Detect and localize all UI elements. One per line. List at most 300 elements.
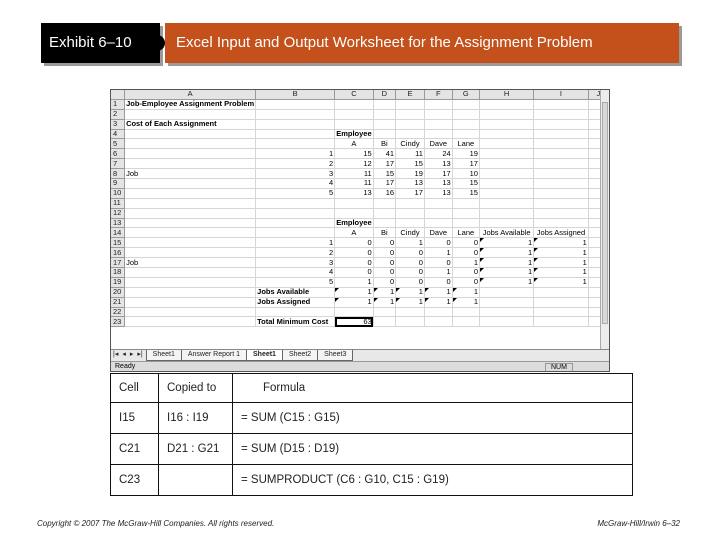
cell-f22[interactable]	[424, 307, 452, 317]
row-header[interactable]: 17	[111, 258, 125, 268]
header-copied: Copied to	[159, 374, 233, 403]
cell-f7[interactable]: 13	[424, 159, 452, 169]
cell-a12[interactable]	[125, 208, 256, 218]
cell-b18[interactable]: 4	[256, 268, 335, 278]
sheet-tabs-bar	[111, 349, 610, 361]
cell-h23[interactable]	[479, 317, 533, 327]
worksheet-row	[111, 188, 609, 198]
row-header[interactable]: 22	[111, 307, 125, 317]
header-formula: Formula	[233, 374, 633, 403]
cell-a6[interactable]	[125, 149, 256, 159]
formula-text: = SUM (C15 : G15)	[233, 403, 633, 434]
publisher-page: McGraw-Hill/Irwin 6–32	[597, 519, 680, 528]
cell-e15[interactable]: 1	[396, 238, 425, 248]
formula-row	[111, 434, 633, 465]
cell-f2[interactable]	[424, 109, 452, 119]
sheet-tab-active[interactable]: Sheet1	[246, 350, 283, 361]
cell-b12[interactable]	[256, 208, 335, 218]
cell-h8[interactable]	[479, 169, 533, 179]
cell-f8[interactable]: 17	[424, 169, 452, 179]
tab-nav-last-icon[interactable]: ▸|	[137, 351, 143, 358]
cell-i10[interactable]	[534, 188, 589, 198]
cell-e6[interactable]: 11	[396, 149, 425, 159]
cell-f14[interactable]: Dave	[424, 228, 452, 238]
cell-c8[interactable]: 11	[335, 169, 373, 179]
cell-i14[interactable]: Jobs Assigned	[534, 228, 589, 238]
tab-nav-prev-icon[interactable]: ◂	[122, 351, 126, 358]
cell-c18[interactable]: 0	[335, 268, 373, 278]
cell-b7[interactable]: 2	[256, 159, 335, 169]
cell-e9[interactable]: 13	[396, 179, 425, 189]
cell-a19[interactable]	[125, 277, 256, 287]
cell-b16[interactable]: 2	[256, 248, 335, 258]
worksheet-row	[111, 297, 609, 307]
worksheet-row	[111, 179, 609, 189]
cell-d10[interactable]: 16	[373, 188, 395, 198]
cell-g7[interactable]: 17	[452, 159, 479, 169]
cell-b22[interactable]	[256, 307, 335, 317]
cell-h18[interactable]: 1	[479, 268, 533, 278]
cell-i8[interactable]	[534, 169, 589, 179]
cell-d22[interactable]	[373, 307, 395, 317]
column-header[interactable]: H	[479, 90, 533, 99]
cell-i1[interactable]	[534, 99, 589, 109]
cell-g16[interactable]: 0	[452, 248, 479, 258]
worksheet-row	[111, 109, 609, 119]
cell-e5[interactable]: Cindy	[396, 139, 425, 149]
cell-b9[interactable]: 4	[256, 179, 335, 189]
worksheet-row	[111, 159, 609, 169]
cell-f18[interactable]: 1	[424, 268, 452, 278]
cell-i13[interactable]	[534, 218, 589, 228]
row-header[interactable]: 7	[111, 159, 125, 169]
cell-d6[interactable]: 41	[373, 149, 395, 159]
cell-h5[interactable]	[479, 139, 533, 149]
scroll-thumb[interactable]	[602, 102, 608, 324]
cell-f11[interactable]	[424, 198, 452, 208]
column-header-row	[111, 90, 609, 99]
formula-text: = SUMPRODUCT (C6 : G10, C15 : G19)	[233, 465, 633, 496]
column-header[interactable]: B	[256, 90, 335, 99]
cell-h14[interactable]: Jobs Available	[479, 228, 533, 238]
worksheet-row	[111, 268, 609, 278]
cell-d13[interactable]	[373, 218, 395, 228]
cell-f21[interactable]: 1	[424, 297, 452, 307]
cell-i6[interactable]	[534, 149, 589, 159]
cell-c9[interactable]: 11	[335, 179, 373, 189]
worksheet-row	[111, 129, 609, 139]
cell-d11[interactable]	[373, 198, 395, 208]
cell-i2[interactable]	[534, 109, 589, 119]
cell-b8[interactable]: 3	[256, 169, 335, 179]
cell-c13[interactable]: Employee	[336, 218, 372, 228]
cell-d20[interactable]: 1	[373, 287, 395, 297]
cell-g15[interactable]: 0	[452, 238, 479, 248]
cell-f23[interactable]	[424, 317, 452, 327]
formula-row	[111, 465, 633, 496]
formula-table-header	[111, 374, 633, 403]
cell-b5[interactable]	[256, 139, 335, 149]
cell-h7[interactable]	[479, 159, 533, 169]
cell-a4[interactable]	[125, 129, 256, 139]
cell-i9[interactable]	[534, 179, 589, 189]
cell-e3[interactable]	[396, 119, 425, 129]
cell-d16[interactable]: 0	[373, 248, 395, 258]
cell-d7[interactable]: 17	[373, 159, 395, 169]
cell-g21[interactable]: 1	[452, 297, 479, 307]
row-header[interactable]: 3	[111, 119, 125, 129]
cell-d21[interactable]: 1	[373, 297, 395, 307]
row-header[interactable]: 21	[111, 297, 125, 307]
tab-nav-first-icon[interactable]: |◂	[113, 351, 119, 358]
cell-h3[interactable]	[479, 119, 533, 129]
cell-b19[interactable]: 5	[256, 277, 335, 287]
cell-i23[interactable]	[534, 317, 589, 327]
cell-g18[interactable]: 0	[452, 268, 479, 278]
cell-e4[interactable]	[396, 129, 425, 139]
row-header[interactable]: 8	[111, 169, 125, 179]
copyright-notice: Copyright © 2007 The McGraw-Hill Companies. All rights reserved.	[37, 519, 275, 528]
cell-g22[interactable]	[452, 307, 479, 317]
cell-e20[interactable]: 1	[396, 287, 425, 297]
cell-c3[interactable]	[335, 119, 373, 129]
cell-c1[interactable]	[335, 99, 373, 109]
worksheet-row	[111, 149, 609, 159]
worksheet-row	[111, 169, 609, 179]
sheet-tab[interactable]: Answer Report 1	[181, 350, 247, 361]
cell-i20[interactable]	[534, 287, 589, 297]
cell-g19[interactable]: 0	[452, 277, 479, 287]
column-header[interactable]: F	[424, 90, 452, 99]
cell-i22[interactable]	[534, 307, 589, 317]
row-header[interactable]: 20	[111, 287, 125, 297]
cell-b4[interactable]	[256, 129, 335, 139]
cell-g14[interactable]: Lane	[452, 228, 479, 238]
cell-i21[interactable]	[534, 297, 589, 307]
cell-g1[interactable]	[452, 99, 479, 109]
cell-h10[interactable]	[479, 188, 533, 198]
cell-c7[interactable]: 12	[335, 159, 373, 169]
cell-h9[interactable]	[479, 179, 533, 189]
cell-g4[interactable]	[452, 129, 479, 139]
cell-i3[interactable]	[534, 119, 589, 129]
cell-h20[interactable]	[479, 287, 533, 297]
cell-d5[interactable]: Bi	[373, 139, 395, 149]
cell-h22[interactable]	[479, 307, 533, 317]
cell-e8[interactable]: 19	[396, 169, 425, 179]
cell-f10[interactable]: 13	[424, 188, 452, 198]
cell-i5[interactable]	[534, 139, 589, 149]
cell-c21[interactable]: 1	[335, 297, 373, 307]
cell-f9[interactable]: 13	[424, 179, 452, 189]
row-header[interactable]: 10	[111, 188, 125, 198]
row-header[interactable]: 11	[111, 198, 125, 208]
cell-b10[interactable]: 5	[256, 188, 335, 198]
worksheet-row	[111, 248, 609, 258]
cell-c10[interactable]: 13	[335, 188, 373, 198]
formula-copied: D21 : G21	[159, 434, 233, 465]
cell-b17[interactable]: 3	[256, 258, 335, 268]
tab-nav-next-icon[interactable]: ▸	[129, 351, 134, 358]
cell-c15[interactable]: 0	[335, 238, 373, 248]
formula-cell: C23	[111, 465, 159, 496]
cell-c17[interactable]: 0	[335, 258, 373, 268]
cell-b2[interactable]	[256, 109, 335, 119]
cell-a10[interactable]	[125, 188, 256, 198]
cell-d17[interactable]: 0	[373, 258, 395, 268]
cell-i11[interactable]	[534, 198, 589, 208]
cell-e12[interactable]	[396, 208, 425, 218]
cell-g13[interactable]	[452, 218, 479, 228]
row-header[interactable]: 12	[111, 208, 125, 218]
cell-c14[interactable]: A	[335, 228, 373, 238]
cell-b1[interactable]	[256, 99, 335, 109]
cell-i19[interactable]: 1	[534, 277, 589, 287]
cell-c20[interactable]: 1	[335, 287, 373, 297]
column-header[interactable]: C	[335, 90, 373, 99]
worksheet-row	[111, 119, 609, 129]
cell-e21[interactable]: 1	[396, 297, 425, 307]
cell-d4[interactable]	[373, 129, 395, 139]
cell-h12[interactable]	[479, 208, 533, 218]
column-header[interactable]: D	[373, 90, 395, 99]
row-header[interactable]: 16	[111, 248, 125, 258]
cell-g17[interactable]: 1	[452, 258, 479, 268]
cell-g23[interactable]	[452, 317, 479, 327]
cell-a7[interactable]	[125, 159, 256, 169]
vertical-scrollbar[interactable]	[600, 90, 609, 349]
cell-h6[interactable]	[479, 149, 533, 159]
cell-f1[interactable]	[424, 99, 452, 109]
sheet-tab[interactable]: Sheet2	[282, 350, 318, 361]
cell-f3[interactable]	[424, 119, 452, 129]
cell-b23[interactable]: Total Minimum Cost	[256, 317, 335, 327]
cell-b20[interactable]: Jobs Available	[256, 287, 335, 297]
cell-a18[interactable]	[125, 268, 256, 278]
cell-e16[interactable]: 0	[396, 248, 425, 258]
exhibit-label: Exhibit 6–10	[41, 23, 160, 63]
cell-d3[interactable]	[373, 119, 395, 129]
cell-a17[interactable]: Job	[125, 258, 256, 268]
cell-a1[interactable]: Job-Employee Assignment Problem	[126, 99, 255, 109]
cell-e1[interactable]	[396, 99, 425, 109]
cell-f5[interactable]: Dave	[424, 139, 452, 149]
cell-e7[interactable]: 15	[396, 159, 425, 169]
cell-g20[interactable]: 1	[452, 287, 479, 297]
row-header[interactable]: 14	[111, 228, 125, 238]
status-num-lock: NUM	[545, 363, 573, 372]
worksheet-row	[111, 218, 609, 228]
cell-a14[interactable]	[125, 228, 256, 238]
cell-c19[interactable]: 1	[335, 277, 373, 287]
cell-e10[interactable]: 17	[396, 188, 425, 198]
cell-c12[interactable]	[335, 208, 373, 218]
worksheet-row	[111, 287, 609, 297]
row-header[interactable]: 19	[111, 277, 125, 287]
cell-h2[interactable]	[479, 109, 533, 119]
formula-table	[110, 373, 633, 496]
worksheet-row	[111, 277, 609, 287]
worksheet-row	[111, 238, 609, 248]
cell-h4[interactable]	[479, 129, 533, 139]
cell-d18[interactable]: 0	[373, 268, 395, 278]
cell-d23[interactable]	[373, 317, 395, 327]
worksheet-grid	[111, 90, 609, 327]
cell-h13[interactable]	[479, 218, 533, 228]
cell-h19[interactable]: 1	[479, 277, 533, 287]
cell-e23[interactable]	[396, 317, 425, 327]
cell-b3[interactable]	[256, 119, 335, 129]
worksheet-row	[111, 139, 609, 149]
cell-h16[interactable]: 1	[479, 248, 533, 258]
cell-d12[interactable]	[373, 208, 395, 218]
cell-a15[interactable]	[125, 238, 256, 248]
cell-c22[interactable]	[335, 307, 373, 317]
cell-a22[interactable]	[125, 307, 256, 317]
cell-f13[interactable]	[424, 218, 452, 228]
cell-b15[interactable]: 1	[256, 238, 335, 248]
cell-a3[interactable]: Cost of Each Assignment	[125, 119, 256, 129]
cell-h1[interactable]	[479, 99, 533, 109]
cell-i7[interactable]	[534, 159, 589, 169]
column-header[interactable]: G	[452, 90, 479, 99]
cell-b13[interactable]	[256, 218, 335, 228]
header-cell: Cell	[111, 374, 159, 403]
cell-d2[interactable]	[373, 109, 395, 119]
row-header[interactable]: 4	[111, 129, 125, 139]
worksheet-row	[111, 307, 609, 317]
cell-g2[interactable]	[452, 109, 479, 119]
cell-a23[interactable]	[125, 317, 256, 327]
row-header[interactable]: 9	[111, 179, 125, 189]
formula-cell: C21	[111, 434, 159, 465]
cell-c16[interactable]: 0	[335, 248, 373, 258]
cell-f19[interactable]: 0	[424, 277, 452, 287]
cell-f17[interactable]: 0	[424, 258, 452, 268]
slide-title: Excel Input and Output Worksheet for the Assignment Problem	[165, 23, 679, 63]
cell-g12[interactable]	[452, 208, 479, 218]
cell-b14[interactable]	[256, 228, 335, 238]
cell-d19[interactable]: 0	[373, 277, 395, 287]
cell-f12[interactable]	[424, 208, 452, 218]
worksheet-row	[111, 99, 609, 109]
cell-g3[interactable]	[452, 119, 479, 129]
worksheet-row	[111, 198, 609, 208]
cell-c4[interactable]: Employee	[336, 129, 372, 138]
cell-i12[interactable]	[534, 208, 589, 218]
cell-a21[interactable]	[125, 297, 256, 307]
row-header[interactable]: 15	[111, 238, 125, 248]
worksheet-row	[111, 258, 609, 268]
cell-i4[interactable]	[534, 129, 589, 139]
row-header[interactable]: 1	[111, 99, 125, 109]
row-header[interactable]: 6	[111, 149, 125, 159]
cell-h17[interactable]: 1	[479, 258, 533, 268]
cell-c23[interactable]: 63	[335, 317, 373, 327]
cell-f15[interactable]: 0	[424, 238, 452, 248]
row-header[interactable]: 13	[111, 218, 125, 228]
cell-g10[interactable]: 15	[452, 188, 479, 198]
worksheet-row	[111, 228, 609, 238]
cell-e2[interactable]	[396, 109, 425, 119]
cell-e14[interactable]: Cindy	[396, 228, 425, 238]
cell-a11[interactable]	[125, 198, 256, 208]
formula-row	[111, 403, 633, 434]
cell-c2[interactable]	[335, 109, 373, 119]
cell-a13[interactable]	[125, 218, 256, 228]
cell-e18[interactable]: 0	[396, 268, 425, 278]
cell-i15[interactable]: 1	[534, 238, 589, 248]
cell-e11[interactable]	[396, 198, 425, 208]
cell-c11[interactable]	[335, 198, 373, 208]
row-header[interactable]: 5	[111, 139, 125, 149]
cell-a9[interactable]	[125, 179, 256, 189]
cell-d1[interactable]	[373, 99, 395, 109]
select-all-corner[interactable]	[111, 90, 125, 99]
cell-g8[interactable]: 10	[452, 169, 479, 179]
cell-f16[interactable]: 1	[424, 248, 452, 258]
cell-a2[interactable]	[125, 109, 256, 119]
cell-d14[interactable]: Bi	[373, 228, 395, 238]
cell-d8[interactable]: 15	[373, 169, 395, 179]
cell-f4[interactable]	[424, 129, 452, 139]
formula-copied: I16 : I19	[159, 403, 233, 434]
cell-b6[interactable]: 1	[256, 149, 335, 159]
cell-h11[interactable]	[479, 198, 533, 208]
column-header[interactable]: I	[534, 90, 589, 99]
cell-i18[interactable]: 1	[534, 268, 589, 278]
sheet-tab[interactable]: Sheet3	[317, 350, 353, 361]
cell-i17[interactable]: 1	[534, 258, 589, 268]
cell-g5[interactable]: Lane	[452, 139, 479, 149]
cell-f6[interactable]: 24	[424, 149, 452, 159]
column-header[interactable]: J	[588, 90, 608, 99]
cell-a16[interactable]	[125, 248, 256, 258]
cell-h21[interactable]	[479, 297, 533, 307]
column-header[interactable]: E	[396, 90, 425, 99]
formula-copied	[159, 465, 233, 496]
cell-d15[interactable]: 0	[373, 238, 395, 248]
worksheet-row	[111, 317, 609, 327]
cell-i16[interactable]: 1	[534, 248, 589, 258]
cell-g9[interactable]: 15	[452, 179, 479, 189]
cell-h15[interactable]: 1	[479, 238, 533, 248]
cell-c6[interactable]: 15	[335, 149, 373, 159]
column-header[interactable]: A	[125, 90, 256, 99]
cell-a8[interactable]: Job	[125, 169, 256, 179]
row-header[interactable]: 2	[111, 109, 125, 119]
row-header[interactable]: 18	[111, 268, 125, 278]
cell-b21[interactable]: Jobs Assigned	[256, 297, 335, 307]
cell-e13[interactable]	[396, 218, 425, 228]
cell-a20[interactable]	[125, 287, 256, 297]
cell-d9[interactable]: 17	[373, 179, 395, 189]
cell-f20[interactable]: 1	[424, 287, 452, 297]
cell-e19[interactable]: 0	[396, 277, 425, 287]
sheet-tab[interactable]: Sheet1	[146, 350, 182, 361]
cell-g6[interactable]: 19	[452, 149, 479, 159]
cell-b11[interactable]	[256, 198, 335, 208]
cell-e17[interactable]: 0	[396, 258, 425, 268]
cell-g11[interactable]	[452, 198, 479, 208]
header-bullet	[149, 35, 165, 51]
cell-e22[interactable]	[396, 307, 425, 317]
cell-c5[interactable]: A	[335, 139, 373, 149]
worksheet-row	[111, 208, 609, 218]
cell-a5[interactable]	[125, 139, 256, 149]
row-header[interactable]: 23	[111, 317, 125, 327]
formula-text: = SUM (D15 : D19)	[233, 434, 633, 465]
